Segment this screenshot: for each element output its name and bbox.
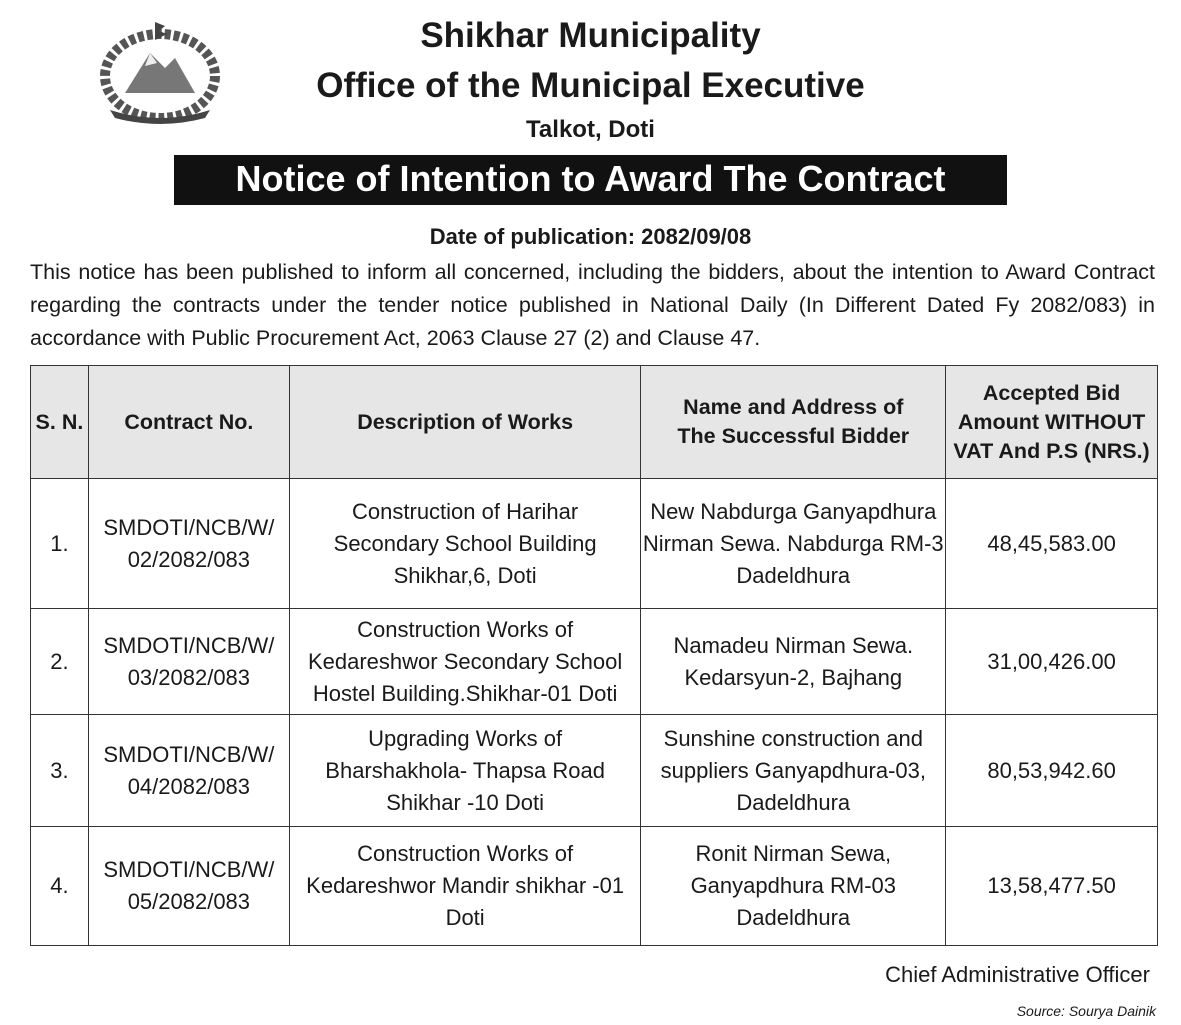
header-contract-no: Contract No. [88, 366, 289, 479]
cell-bidder: Ronit Nirman Sewa, Ganyapdhura RM-03 Dadeldhura [641, 827, 946, 946]
notice-title: Notice of Intention to Award The Contract [174, 155, 1007, 205]
cell-sn: 1. [31, 479, 89, 609]
publication-date: Date of publication: 2082/09/08 [429, 224, 752, 249]
cell-amount: 31,00,426.00 [946, 609, 1158, 715]
header-sn: S. N. [31, 366, 89, 479]
award-table [30, 365, 1158, 946]
cell-amount: 80,53,942.60 [946, 715, 1158, 827]
notice-paragraph: This notice has been published to inform all concerned, including the bidders, about the intention to Award Contract regarding the contracts under the tender notice published in National Daily (In Different Dated Fy 2082/083) in accordance with Public Procurement Act, 2063 Clause 27 (2) and Clause 47. [30, 260, 1155, 350]
cell-description: Construction of Harihar Secondary School Building Shikhar,6, Doti [289, 479, 641, 609]
cell-description: Construction Works of Kedareshwor Mandir shikhar -01 Doti [289, 827, 641, 946]
cell-description: Construction Works of Kedareshwor Secondary School Hostel Building.Shikhar-01 Doti [289, 609, 641, 715]
cell-contract: SMDOTI/NCB/W/ 04/2082/083 [88, 715, 289, 827]
organization-name: Shikhar Municipality [420, 16, 761, 55]
cell-amount: 48,45,583.00 [946, 479, 1158, 609]
table-row [31, 827, 1158, 946]
table-row [31, 609, 1158, 715]
header-description: Description of Works [289, 366, 641, 479]
cell-description: Upgrading Works of Bharshakhola- Thapsa Road Shikhar -10 Doti [289, 715, 641, 827]
cell-bidder: New Nabdurga Ganyapdhura Nirman Sewa. Nabdurga RM-3 Dadeldhura [641, 479, 946, 609]
source-credit: Source: Sourya Dainik [1016, 1003, 1156, 1019]
cell-bidder: Namadeu Nirman Sewa. Kedarsyun-2, Bajhang [641, 609, 946, 715]
cell-sn: 2. [31, 609, 89, 715]
cell-amount: 13,58,477.50 [946, 827, 1158, 946]
table-row [31, 479, 1158, 609]
cell-contract: SMDOTI/NCB/W/ 05/2082/083 [88, 827, 289, 946]
cell-sn: 4. [31, 827, 89, 946]
header-bidder: Name and Address of The Successful Bidder [641, 366, 946, 479]
cell-contract: SMDOTI/NCB/W/ 02/2082/083 [88, 479, 289, 609]
table-header-row [31, 366, 1158, 479]
table-row [31, 715, 1158, 827]
header-amount: Accepted Bid Amount WITHOUT VAT And P.S (NRS.) [946, 366, 1158, 479]
cell-sn: 3. [31, 715, 89, 827]
location: Talkot, Doti [526, 116, 655, 143]
cell-contract: SMDOTI/NCB/W/ 03/2082/083 [88, 609, 289, 715]
office-name: Office of the Municipal Executive [316, 66, 865, 105]
signatory: Chief Administrative Officer [885, 962, 1150, 987]
cell-bidder: Sunshine construction and suppliers Ganyapdhura-03, Dadeldhura [641, 715, 946, 827]
